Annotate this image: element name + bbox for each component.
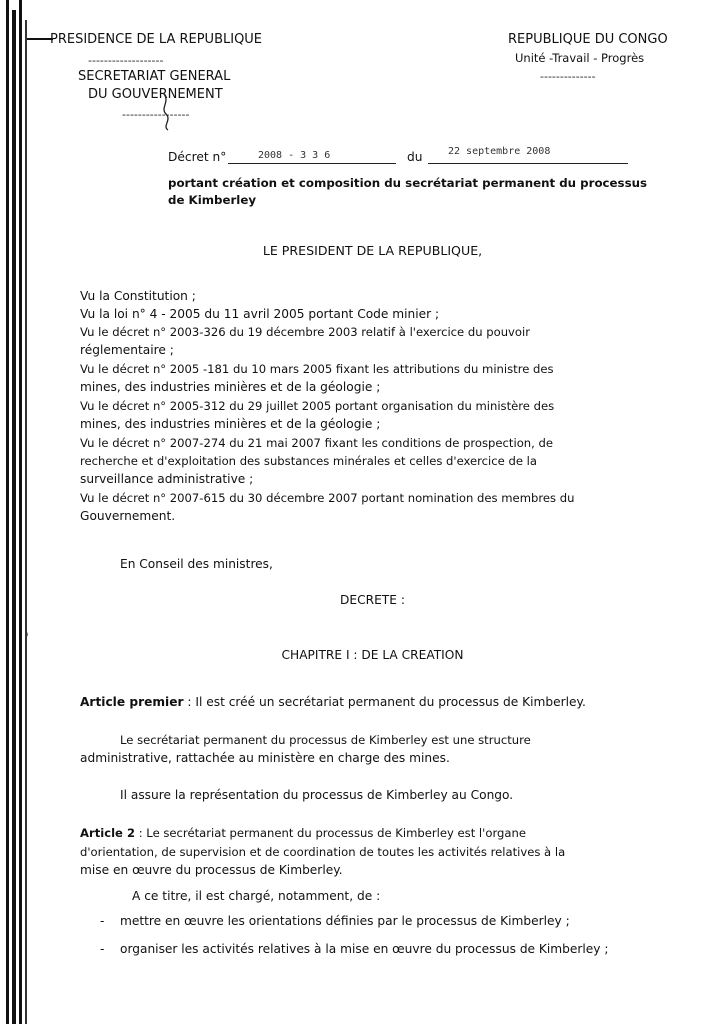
scan-edge-bar-4 <box>25 20 30 1024</box>
vu-line: Vu le décret n° 2005 -181 du 10 mars 2005 fixant les attributions du ministre des <box>80 362 554 376</box>
article-2-line3: mise en œuvre du processus de Kimberley. <box>80 863 343 877</box>
scan-dot: ˈ <box>26 631 30 645</box>
decree-du-label: du <box>407 150 423 164</box>
article-1-line <box>80 694 586 711</box>
decree-date-underline <box>428 163 628 164</box>
decree-subject-line-1: portant création et composition du secrétariat permanent du processus <box>168 176 648 190</box>
article-1-label: Article premier <box>80 695 184 709</box>
national-motto: Unité -Travail - Progrès <box>515 51 645 65</box>
vu-line: Gouvernement. <box>80 509 176 523</box>
article-2-label: Article 2 <box>80 826 136 840</box>
president-title: LE PRESIDENT DE LA REPUBLIQUE, <box>262 243 483 258</box>
article-1-para2-line1: Le secrétariat permanent du processus de Kimberley est une structure <box>120 733 531 747</box>
decree-number-label: Décret n° <box>168 150 227 164</box>
article-2-line1 <box>80 825 526 842</box>
vu-line: surveillance administrative ; <box>80 472 254 486</box>
scan-edge-bar-3 <box>19 0 22 1024</box>
bullet-marker: - <box>100 914 105 928</box>
decree-subject-line-2: de Kimberley <box>168 193 257 207</box>
article-1-para2-line2: administrative, rattachée au ministère en charge des mines. <box>80 751 450 765</box>
vu-line: Vu la Constitution ; <box>80 289 196 303</box>
vu-line: Vu le décret n° 2005-312 du 29 juillet 2005 portant organisation du ministère des <box>80 399 555 413</box>
vu-line: recherche et d'exploitation des substances minérales et celles d'exercice de la <box>80 454 537 468</box>
article-2-intro: A ce titre, il est chargé, notamment, de : <box>132 889 381 903</box>
decrete-heading: DECRETE : <box>340 593 405 607</box>
secretariat-heading: SECRETARIAT GENERAL <box>78 69 231 84</box>
article-1-para3: Il assure la représentation du processus de Kimberley au Congo. <box>120 788 514 802</box>
vu-line: mines, des industries minières et de la géologie ; <box>80 417 381 431</box>
vu-line: Vu le décret n° 2007-274 du 21 mai 2007 fixant les conditions de prospection, de <box>80 436 553 450</box>
header-right-separator: -------------- <box>540 70 596 83</box>
republique-heading: REPUBLIQUE DU CONGO <box>508 32 668 47</box>
article-1-text: : Il est créé un secrétariat permanent du processus de Kimberley. <box>183 695 586 709</box>
vu-line: réglementaire ; <box>80 343 174 357</box>
vu-line: Vu le décret n° 2003-326 du 19 décembre 2003 relatif à l'exercice du pouvoir <box>80 325 530 339</box>
vu-line: mines, des industries minières et de la géologie ; <box>80 380 381 394</box>
bullet-marker: - <box>100 942 105 956</box>
handwritten-mark-icon <box>152 92 182 132</box>
scan-edge-bar-1 <box>6 0 9 1024</box>
article-2-bullet: organiser les activités relatives à la mise en œuvre du processus de Kimberley ; <box>120 942 609 956</box>
scan-edge-bar-2 <box>12 10 16 1024</box>
article-2-line2: d'orientation, de supervision et de coordination de toutes les activités relatives à la <box>80 845 566 859</box>
presidence-heading: PRESIDENCE DE LA REPUBLIQUE <box>50 32 263 47</box>
vu-line: Vu la loi n° 4 - 2005 du 11 avril 2005 portant Code minier ; <box>80 307 440 321</box>
article-2-text: : Le secrétariat permanent du processus de Kimberley est l'organe <box>135 826 526 840</box>
header-left-separator-1: ------------------- <box>88 54 164 67</box>
decree-number-value: 2008 - 3 3 6 <box>258 150 331 161</box>
article-2-bullet: mettre en œuvre les orientations définies par le processus de Kimberley ; <box>120 914 570 928</box>
decree-date-value: 22 septembre 2008 <box>448 146 551 157</box>
chapter-heading: CHAPITRE I : DE LA CREATION <box>281 648 464 662</box>
gouvernement-heading: DU GOUVERNEMENT <box>88 87 223 102</box>
council-line: En Conseil des ministres, <box>120 557 273 571</box>
header-left-separator-2: ----------------- <box>122 108 190 121</box>
vu-line: Vu le décret n° 2007-615 du 30 décembre 2007 portant nomination des membres du <box>80 491 575 505</box>
